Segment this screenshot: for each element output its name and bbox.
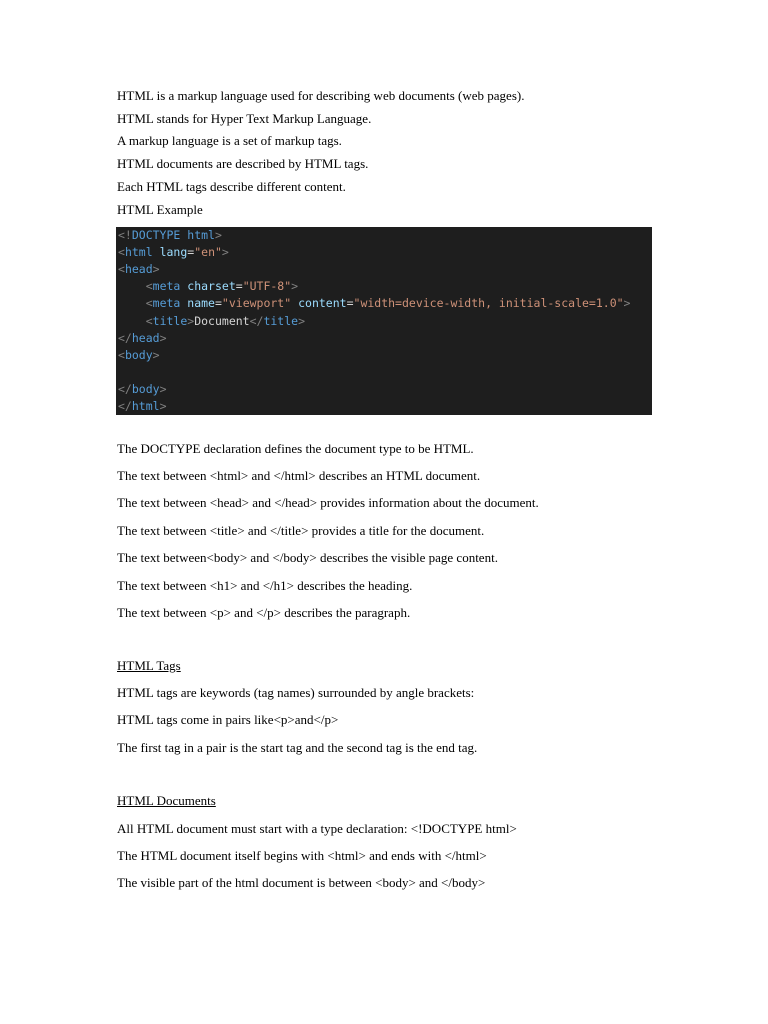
code-line-meta-viewport: <meta name="viewport" content="width=device-width, initial-scale=1.0"> <box>145 296 631 310</box>
code-line-head-open: <head> <box>118 262 160 276</box>
intro-paragraph-1: HTML is a markup language used for describing web documents (web pages). <box>117 88 525 103</box>
tags-paragraph-1: HTML tags are keywords (tag names) surrounded by angle brackets: <box>117 685 475 700</box>
section-heading-html-tags: HTML Tags <box>117 658 181 673</box>
code-line-doctype: <!DOCTYPE html> <box>118 228 222 242</box>
code-example-block <box>116 227 652 415</box>
intro-paragraph-3: A markup language is a set of markup tags. <box>117 133 342 148</box>
example-label: HTML Example <box>117 202 203 217</box>
code-line-title: <title>Document</title> <box>145 314 306 328</box>
explanation-1: The DOCTYPE declaration defines the document type to be HTML. <box>117 441 474 456</box>
tags-paragraph-2: HTML tags come in pairs like<p>and</p> <box>117 712 339 727</box>
explanation-3: The text between <head> and </head> provides information about the document. <box>117 495 539 510</box>
explanation-7: The text between <p> and </p> describes the paragraph. <box>117 605 411 620</box>
documents-paragraph-1: All HTML document must start with a type declaration: <!DOCTYPE html> <box>117 821 517 836</box>
code-line-body-open: <body> <box>118 348 160 362</box>
intro-paragraph-5: Each HTML tags describe different content. <box>117 179 346 194</box>
intro-paragraph-4: HTML documents are described by HTML tags. <box>117 156 369 171</box>
tags-paragraph-3: The first tag in a pair is the start tag and the second tag is the end tag. <box>117 740 478 755</box>
documents-paragraph-3: The visible part of the html document is between <body> and </body> <box>117 875 486 890</box>
intro-paragraph-2: HTML stands for Hyper Text Markup Language. <box>117 111 372 126</box>
section-heading-html-documents: HTML Documents <box>117 793 216 808</box>
code-line-head-close: </head> <box>118 331 167 345</box>
code-line-html-open: <html lang="en"> <box>118 245 229 259</box>
code-line-html-close: </html> <box>118 399 167 413</box>
documents-paragraph-2: The HTML document itself begins with <html> and ends with </html> <box>117 848 487 863</box>
explanation-4: The text between <title> and </title> provides a title for the document. <box>117 523 485 538</box>
explanation-6: The text between <h1> and </h1> describes the heading. <box>117 578 413 593</box>
explanation-5: The text between<body> and </body> describes the visible page content. <box>117 550 498 565</box>
code-line-meta-charset: <meta charset="UTF-8"> <box>145 279 299 293</box>
explanation-2: The text between <html> and </html> describes an HTML document. <box>117 468 481 483</box>
code-line-body-close: </body> <box>118 382 167 396</box>
